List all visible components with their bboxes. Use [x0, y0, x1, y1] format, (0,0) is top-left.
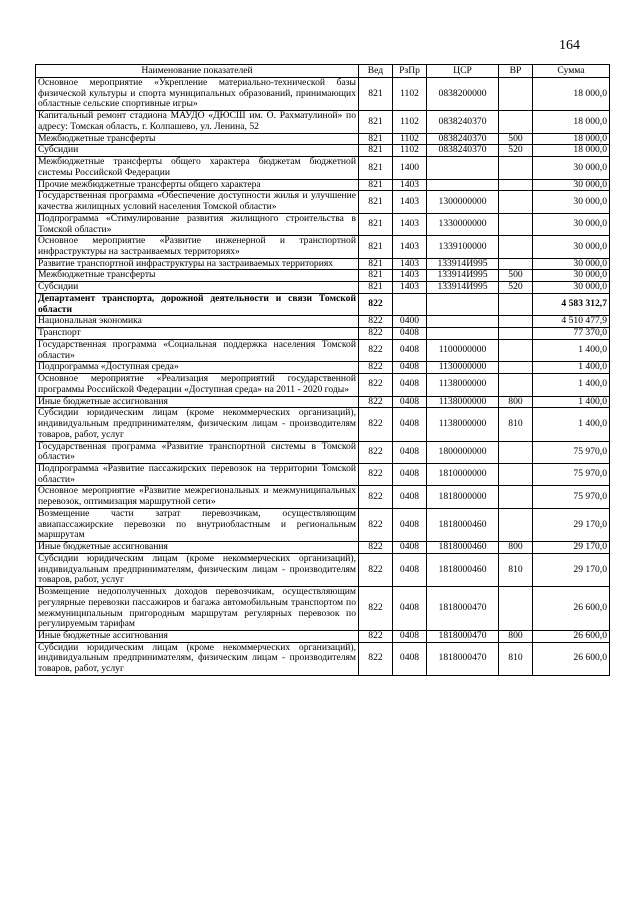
row-sum: 1 400,0 — [533, 362, 610, 374]
row-name: Основное мероприятие «Реализация мероприятий государственной программы Российской Федерации «Доступная среда» на 2011 - 2020 годы» — [36, 374, 359, 396]
row-ved: 821 — [359, 78, 393, 111]
row-vr: 800 — [499, 542, 533, 554]
row-rzpr: 0408 — [393, 408, 427, 441]
row-name: Подпрограмма «Стимулирование развития жилищного строительства в Томской области» — [36, 213, 359, 235]
row-rzpr: 0408 — [393, 642, 427, 675]
row-csr: 1138000000 — [427, 408, 499, 441]
row-sum: 29 170,0 — [533, 553, 610, 586]
row-rzpr: 0408 — [393, 339, 427, 361]
header-sum: Сумма — [533, 65, 610, 78]
row-ved: 822 — [359, 542, 393, 554]
header-rzpr: РзПр — [393, 65, 427, 78]
row-ved: 822 — [359, 508, 393, 541]
row-rzpr: 0408 — [393, 441, 427, 463]
row-sum: 30 000,0 — [533, 258, 610, 270]
row-name: Иные бюджетные ассигнования — [36, 630, 359, 642]
row-csr: 1818000460 — [427, 542, 499, 554]
row-vr: 810 — [499, 553, 533, 586]
row-ved: 822 — [359, 362, 393, 374]
row-vr — [499, 339, 533, 361]
row-csr — [427, 316, 499, 328]
row-name: Межбюджетные трансферты общего характера бюджетам бюджетной системы Российской Федерации — [36, 157, 359, 179]
row-sum: 18 000,0 — [533, 133, 610, 145]
row-rzpr: 0408 — [393, 542, 427, 554]
row-rzpr: 0408 — [393, 486, 427, 508]
row-sum: 75 970,0 — [533, 441, 610, 463]
table-row — [36, 282, 610, 294]
table-row — [36, 587, 610, 631]
row-csr: 0838240370 — [427, 145, 499, 157]
table-row — [36, 133, 610, 145]
row-csr: 1818000470 — [427, 630, 499, 642]
row-rzpr: 1403 — [393, 213, 427, 235]
table-row — [36, 362, 610, 374]
row-rzpr: 1403 — [393, 258, 427, 270]
row-vr: 810 — [499, 642, 533, 675]
row-vr — [499, 213, 533, 235]
row-sum: 30 000,0 — [533, 236, 610, 258]
row-vr: 810 — [499, 408, 533, 441]
row-vr: 500 — [499, 270, 533, 282]
row-name: Субсидии юридическим лицам (кроме некоммерческих организаций), индивидуальным предпринимателям, физическим лицам - производителям товаров, работ, услуг — [36, 642, 359, 675]
row-csr: 1810000000 — [427, 463, 499, 485]
row-sum: 1 400,0 — [533, 396, 610, 408]
row-vr — [499, 157, 533, 179]
row-csr: 1100000000 — [427, 339, 499, 361]
row-ved: 822 — [359, 441, 393, 463]
row-vr — [499, 179, 533, 191]
row-name: Субсидии — [36, 145, 359, 157]
row-name: Межбюджетные трансферты — [36, 133, 359, 145]
row-ved: 821 — [359, 191, 393, 213]
table-row — [36, 111, 610, 133]
row-vr: 800 — [499, 396, 533, 408]
row-sum: 1 400,0 — [533, 374, 610, 396]
row-ved: 822 — [359, 316, 393, 328]
row-rzpr: 0408 — [393, 396, 427, 408]
row-vr — [499, 374, 533, 396]
table-row — [36, 316, 610, 328]
table-row — [36, 339, 610, 361]
row-ved: 821 — [359, 179, 393, 191]
page-number: 164 — [559, 38, 580, 53]
row-sum: 18 000,0 — [533, 145, 610, 157]
row-vr — [499, 258, 533, 270]
row-name: Государственная программа «Развитие транспортной системы в Томской области» — [36, 441, 359, 463]
row-rzpr: 0408 — [393, 463, 427, 485]
table-row — [36, 463, 610, 485]
row-name: Основное мероприятие «Развитие инженерной и транспортной инфраструктуры на застраиваемых территориях» — [36, 236, 359, 258]
row-csr: 133914И995 — [427, 270, 499, 282]
row-csr — [427, 179, 499, 191]
row-sum: 75 970,0 — [533, 486, 610, 508]
table-row — [36, 396, 610, 408]
budget-table — [35, 64, 610, 676]
row-vr — [499, 486, 533, 508]
row-ved: 822 — [359, 630, 393, 642]
row-ved: 822 — [359, 339, 393, 361]
row-csr: 133914И995 — [427, 258, 499, 270]
table-row — [36, 293, 610, 315]
row-rzpr: 0408 — [393, 374, 427, 396]
row-name: Развитие транспортной инфраструктуры на застраиваемых территориях — [36, 258, 359, 270]
row-name: Субсидии — [36, 282, 359, 294]
row-name: Межбюджетные трансферты — [36, 270, 359, 282]
row-ved: 822 — [359, 486, 393, 508]
row-sum: 77 370,0 — [533, 328, 610, 340]
row-ved: 822 — [359, 396, 393, 408]
row-ved: 822 — [359, 374, 393, 396]
row-csr: 1818000460 — [427, 508, 499, 541]
row-rzpr: 0408 — [393, 553, 427, 586]
row-rzpr: 1403 — [393, 191, 427, 213]
row-csr: 1818000000 — [427, 486, 499, 508]
header-vr: ВР — [499, 65, 533, 78]
table-row — [36, 191, 610, 213]
row-sum: 26 600,0 — [533, 587, 610, 631]
row-ved: 822 — [359, 408, 393, 441]
row-sum: 30 000,0 — [533, 282, 610, 294]
row-name: Капитальный ремонт стадиона МАУДО «ДЮСШ им. О. Рахматулиной» по адресу: Томская область, г. Колпашево, ул. Ленина, 52 — [36, 111, 359, 133]
row-sum: 4 583 312,7 — [533, 293, 610, 315]
row-csr: 1818000470 — [427, 642, 499, 675]
table-row — [36, 553, 610, 586]
row-sum: 30 000,0 — [533, 179, 610, 191]
row-vr — [499, 191, 533, 213]
row-sum: 30 000,0 — [533, 270, 610, 282]
row-sum: 18 000,0 — [533, 78, 610, 111]
row-csr: 0838240370 — [427, 133, 499, 145]
row-name: Департамент транспорта, дорожной деятельности и связи Томской области — [36, 293, 359, 315]
table-row — [36, 441, 610, 463]
row-rzpr: 0408 — [393, 328, 427, 340]
table-row — [36, 542, 610, 554]
row-name: Возмещение недополученных доходов перевозчикам, осуществляющим регулярные перевозки пассажиров и багажа автомобильным транспортом по межмуниципальным пригородным маршрутам регулярных перевозок по регулируемым тарифам — [36, 587, 359, 631]
row-sum: 30 000,0 — [533, 213, 610, 235]
row-csr: 1300000000 — [427, 191, 499, 213]
row-vr — [499, 293, 533, 315]
row-name: Подпрограмма «Развитие пассажирских перевозок на территории Томской области» — [36, 463, 359, 485]
row-csr: 1330000000 — [427, 213, 499, 235]
row-ved: 822 — [359, 328, 393, 340]
row-ved: 821 — [359, 111, 393, 133]
table-row — [36, 236, 610, 258]
row-ved: 822 — [359, 642, 393, 675]
row-rzpr — [393, 293, 427, 315]
row-csr: 1138000000 — [427, 396, 499, 408]
row-sum: 26 600,0 — [533, 642, 610, 675]
table-row — [36, 408, 610, 441]
row-sum: 1 400,0 — [533, 339, 610, 361]
header-name: Наименование показателей — [36, 65, 359, 78]
table-row — [36, 78, 610, 111]
row-csr: 0838240370 — [427, 111, 499, 133]
row-rzpr: 0408 — [393, 362, 427, 374]
table-row — [36, 145, 610, 157]
row-csr: 1130000000 — [427, 362, 499, 374]
row-vr: 520 — [499, 145, 533, 157]
row-ved: 821 — [359, 282, 393, 294]
row-vr — [499, 587, 533, 631]
header-ved: Вед — [359, 65, 393, 78]
row-csr: 0838200000 — [427, 78, 499, 111]
row-vr — [499, 111, 533, 133]
row-rzpr: 1102 — [393, 133, 427, 145]
row-rzpr: 1400 — [393, 157, 427, 179]
row-name: Основное мероприятие «Развитие межрегиональных и межмуниципальных перевозок, оптимизация маршрутной сети» — [36, 486, 359, 508]
table-header-row — [36, 65, 610, 78]
row-rzpr: 1102 — [393, 111, 427, 133]
row-sum: 30 000,0 — [533, 157, 610, 179]
row-ved: 821 — [359, 133, 393, 145]
row-csr — [427, 293, 499, 315]
row-vr — [499, 441, 533, 463]
row-csr — [427, 328, 499, 340]
row-sum: 30 000,0 — [533, 191, 610, 213]
row-name: Основное мероприятие «Укрепление материально-технической базы физической культуры и спорта муниципальных образований, принимающих областные сельские спортивные игры» — [36, 78, 359, 111]
table-row — [36, 374, 610, 396]
row-name: Субсидии юридическим лицам (кроме некоммерческих организаций), индивидуальным предпринимателям, физическим лицам - производителям товаров, работ, услуг — [36, 553, 359, 586]
row-csr: 1138000000 — [427, 374, 499, 396]
table-row — [36, 486, 610, 508]
row-sum: 75 970,0 — [533, 463, 610, 485]
row-sum: 29 170,0 — [533, 508, 610, 541]
row-name: Иные бюджетные ассигнования — [36, 542, 359, 554]
row-sum: 18 000,0 — [533, 111, 610, 133]
row-vr — [499, 463, 533, 485]
table-row — [36, 179, 610, 191]
row-ved: 821 — [359, 236, 393, 258]
table-row — [36, 328, 610, 340]
row-rzpr: 1403 — [393, 282, 427, 294]
row-name: Прочие межбюджетные трансферты общего характера — [36, 179, 359, 191]
row-csr: 133914И995 — [427, 282, 499, 294]
row-rzpr: 1403 — [393, 270, 427, 282]
row-ved: 822 — [359, 587, 393, 631]
row-vr: 520 — [499, 282, 533, 294]
row-ved: 821 — [359, 213, 393, 235]
row-name: Государственная программа «Социальная поддержка населения Томской области» — [36, 339, 359, 361]
table-row — [36, 213, 610, 235]
row-ved: 821 — [359, 270, 393, 282]
table-row — [36, 157, 610, 179]
row-ved: 822 — [359, 553, 393, 586]
row-csr: 1818000460 — [427, 553, 499, 586]
row-name: Национальная экономика — [36, 316, 359, 328]
row-name: Иные бюджетные ассигнования — [36, 396, 359, 408]
row-csr: 1800000000 — [427, 441, 499, 463]
row-name: Транспорт — [36, 328, 359, 340]
row-vr — [499, 328, 533, 340]
row-ved: 821 — [359, 145, 393, 157]
row-rzpr: 0400 — [393, 316, 427, 328]
row-sum: 1 400,0 — [533, 408, 610, 441]
row-rzpr: 0408 — [393, 508, 427, 541]
header-csr: ЦСР — [427, 65, 499, 78]
row-ved: 822 — [359, 293, 393, 315]
row-csr — [427, 157, 499, 179]
row-vr — [499, 362, 533, 374]
row-name: Государственная программа «Обеспечение доступности жилья и улучшение качества жилищных условий населения Томской области» — [36, 191, 359, 213]
row-sum: 26 600,0 — [533, 630, 610, 642]
row-ved: 822 — [359, 463, 393, 485]
row-name: Подпрограмма «Доступная среда» — [36, 362, 359, 374]
row-vr — [499, 78, 533, 111]
row-name: Субсидии юридическим лицам (кроме некоммерческих организаций), индивидуальным предпринимателям, физическим лицам - производителям товаров, работ, услуг — [36, 408, 359, 441]
row-rzpr: 1403 — [393, 179, 427, 191]
table-row — [36, 642, 610, 675]
row-csr: 1339100000 — [427, 236, 499, 258]
row-rzpr: 0408 — [393, 630, 427, 642]
row-vr: 500 — [499, 133, 533, 145]
row-vr: 800 — [499, 630, 533, 642]
row-ved: 821 — [359, 258, 393, 270]
row-rzpr: 1102 — [393, 78, 427, 111]
table-row — [36, 270, 610, 282]
row-sum: 4 510 477,9 — [533, 316, 610, 328]
row-rzpr: 1403 — [393, 236, 427, 258]
row-vr — [499, 508, 533, 541]
row-ved: 821 — [359, 157, 393, 179]
table-row — [36, 508, 610, 541]
row-vr — [499, 316, 533, 328]
row-sum: 29 170,0 — [533, 542, 610, 554]
row-csr: 1818000470 — [427, 587, 499, 631]
row-rzpr: 0408 — [393, 587, 427, 631]
table-row — [36, 258, 610, 270]
table-row — [36, 630, 610, 642]
row-name: Возмещение части затрат перевозчикам, осуществляющим авиапассажирские перевозки по внутриобластным и региональным маршрутам — [36, 508, 359, 541]
row-vr — [499, 236, 533, 258]
row-rzpr: 1102 — [393, 145, 427, 157]
